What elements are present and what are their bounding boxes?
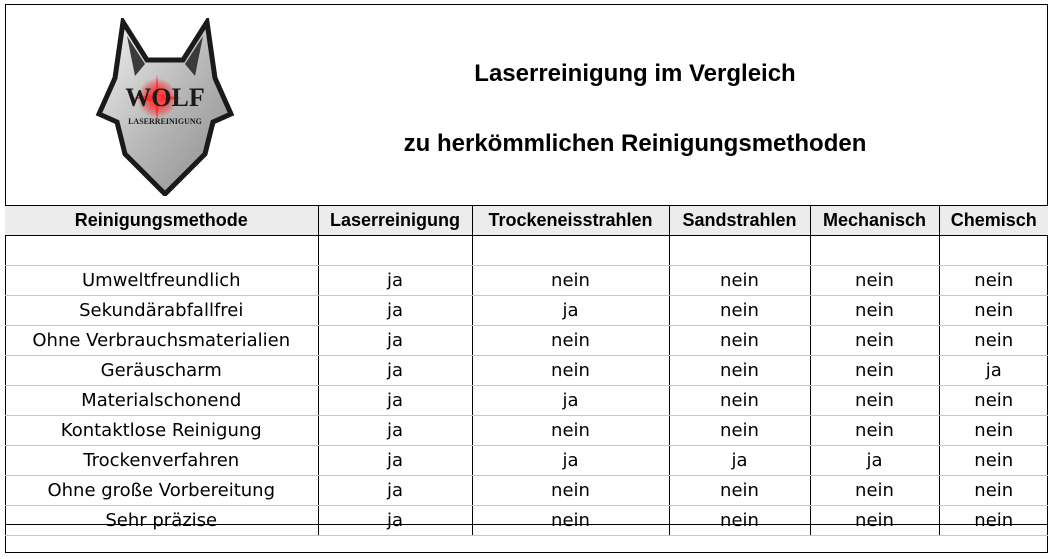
table-row: [5, 386, 1048, 416]
column-header: Reinigungsmethode: [5, 206, 318, 236]
table-cell: ja: [318, 446, 472, 476]
column-header: Mechanisch: [810, 206, 939, 236]
table-cell: nein: [810, 416, 939, 446]
table-cell: nein: [939, 446, 1048, 476]
row-label: Ohne große Vorbereitung: [5, 476, 318, 506]
table-cell: nein: [472, 326, 669, 356]
logo-wordmark: WOLF: [125, 83, 205, 112]
table-cell: nein: [669, 266, 810, 296]
table-cell: [5, 236, 318, 266]
table-cell: [939, 236, 1048, 266]
row-label: Materialschonend: [5, 386, 318, 416]
table-cell: ja: [939, 356, 1048, 386]
table-cell: [318, 236, 472, 266]
row-label: Trockenverfahren: [5, 446, 318, 476]
table-header-row: [5, 206, 1048, 236]
table-cell: ja: [669, 446, 810, 476]
table-cell: nein: [669, 326, 810, 356]
table-cell: nein: [810, 296, 939, 326]
page-title: Laserreinigung im Vergleich: [474, 60, 796, 87]
column-header: Chemisch: [939, 206, 1048, 236]
column-header: Sandstrahlen: [669, 206, 810, 236]
table-cell: nein: [810, 386, 939, 416]
table-cell: nein: [810, 266, 939, 296]
table-cell: ja: [318, 416, 472, 446]
table-cell: nein: [810, 326, 939, 356]
table-cell: nein: [472, 266, 669, 296]
table-cell: nein: [810, 356, 939, 386]
table-row: [5, 326, 1048, 356]
document-header: [5, 4, 1048, 206]
row-label: Umweltfreundlich: [5, 266, 318, 296]
row-label: Ohne Verbrauchsmaterialien: [5, 326, 318, 356]
row-label: Sekundärabfallfrei: [5, 296, 318, 326]
row-label: Sehr präzise: [5, 506, 318, 536]
table-cell: ja: [318, 476, 472, 506]
logo-subtext: LASERREINIGUNG: [128, 117, 202, 126]
table-cell: nein: [939, 326, 1048, 356]
table-cell: nein: [939, 416, 1048, 446]
table-cell: nein: [810, 506, 939, 536]
table-cell: nein: [939, 506, 1048, 536]
row-label: Kontaktlose Reinigung: [5, 416, 318, 446]
comparison-table: [5, 206, 1048, 536]
table-cell: ja: [472, 386, 669, 416]
table-cell: nein: [472, 476, 669, 506]
table-cell: nein: [810, 476, 939, 506]
table-cell: [669, 236, 810, 266]
page-subtitle: zu herkömmlichen Reinigungsmethoden: [403, 130, 867, 157]
table-row: [5, 296, 1048, 326]
table-cell: ja: [318, 386, 472, 416]
table-spacer-row: [5, 236, 1048, 266]
table-cell: [472, 236, 669, 266]
table-footer-row: [5, 524, 1048, 553]
table-cell: nein: [472, 356, 669, 386]
table-cell: nein: [472, 416, 669, 446]
table-cell: nein: [939, 296, 1048, 326]
table-cell: ja: [472, 446, 669, 476]
table-cell: ja: [318, 326, 472, 356]
table-cell: nein: [669, 416, 810, 446]
table-cell: nein: [669, 386, 810, 416]
wolf-logo: [95, 18, 235, 196]
table-row: [5, 476, 1048, 506]
table-cell: ja: [810, 446, 939, 476]
table-row: [5, 416, 1048, 446]
table-cell: ja: [318, 266, 472, 296]
table-cell: nein: [669, 296, 810, 326]
table-cell: ja: [472, 296, 669, 326]
table-cell: ja: [318, 506, 472, 536]
column-header: Laserreinigung: [318, 206, 472, 236]
row-label: Geräuscharm: [5, 356, 318, 386]
table-cell: nein: [939, 476, 1048, 506]
table-cell: nein: [939, 386, 1048, 416]
column-header: Trockeneisstrahlen: [472, 206, 669, 236]
table-cell: [810, 236, 939, 266]
table-cell: ja: [318, 296, 472, 326]
table-cell: nein: [669, 476, 810, 506]
table-cell: ja: [318, 356, 472, 386]
table-row: [5, 446, 1048, 476]
table-cell: nein: [669, 506, 810, 536]
table-row: [5, 266, 1048, 296]
table-cell: nein: [472, 506, 669, 536]
table-cell: nein: [939, 266, 1048, 296]
table-row: [5, 356, 1048, 386]
table-cell: nein: [669, 356, 810, 386]
